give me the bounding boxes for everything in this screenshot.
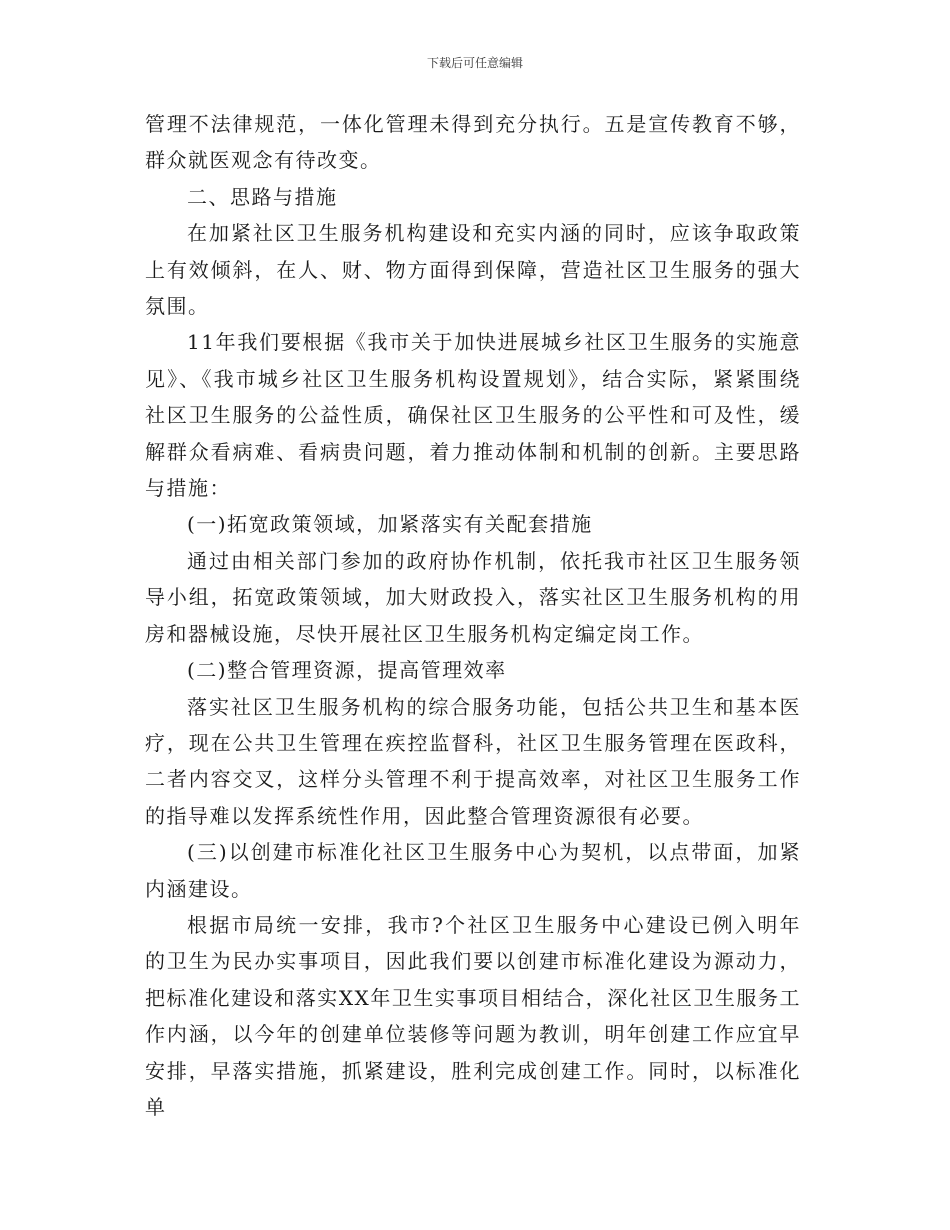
section-heading: 二、思路与措施	[187, 184, 338, 209]
subsection-heading: (二)整合管理资源，提高管理效率	[187, 658, 507, 683]
paragraph: 根据市局统一安排，我市?个社区卫生服务中心建设已例入明年的卫生为民办实事项目，因此我们要以创建市标准化建设为源动力，把标准化建设和落实XX年卫生实事项目相结合，深化社区卫生服务工作内涵，以今年的创建单位装修等问题为教训，明年创建工作应宜早安排，早落实措施，抓紧建设，胜利完成创建工作。同时，以标准化单	[145, 912, 801, 1119]
paragraph: 在加紧社区卫生服务机构建设和充实内涵的同时，应该争取政策上有效倾斜，在人、财、物方面得到保障，营造社区卫生服务的强大氛围。	[145, 221, 801, 319]
page-header-note: 下载后可任意编辑	[426, 56, 523, 70]
paragraph: 通过由相关部门参加的政府协作机制，依托我市社区卫生服务领导小组，拓宽政策领域，加大财政投入，落实社区卫生服务机构的用房和器械设施，尽快开展社区卫生服务机构定编定岗工作。	[145, 548, 801, 646]
subsection-heading: (一)拓宽政策领域，加紧落实有关配套措施	[187, 512, 593, 537]
paragraph: 落实社区卫生服务机构的综合服务功能，包括公共卫生和基本医疗，现在公共卫生管理在疾控监督科，社区卫生服务管理在医政科，二者内容交叉，这样分头管理不利于提高效率，对社区卫生服务工作的指导难以发挥系统性作用，因此整合管理资源很有必要。	[145, 694, 801, 828]
paragraph: 管理不法律规范，一体化管理未得到充分执行。五是宣传教育不够，群众就医观念有待改变。	[145, 112, 801, 173]
paragraph: 11年我们要根据《我市关于加快进展城乡社区卫生服务的实施意见》、《我市城乡社区卫生服务机构设置规划》，结合实际，紧紧围绕社区卫生服务的公益性质，确保社区卫生服务的公平性和可及性，缓解群众看病难、看病贵问题，着力推动体制和机制的创新。主要思路与措施：	[145, 330, 801, 501]
subsection-heading: (三)以创建市标准化社区卫生服务中心为契机，以点带面，加紧内涵建设。	[145, 840, 801, 901]
document-body	[145, 106, 801, 1125]
